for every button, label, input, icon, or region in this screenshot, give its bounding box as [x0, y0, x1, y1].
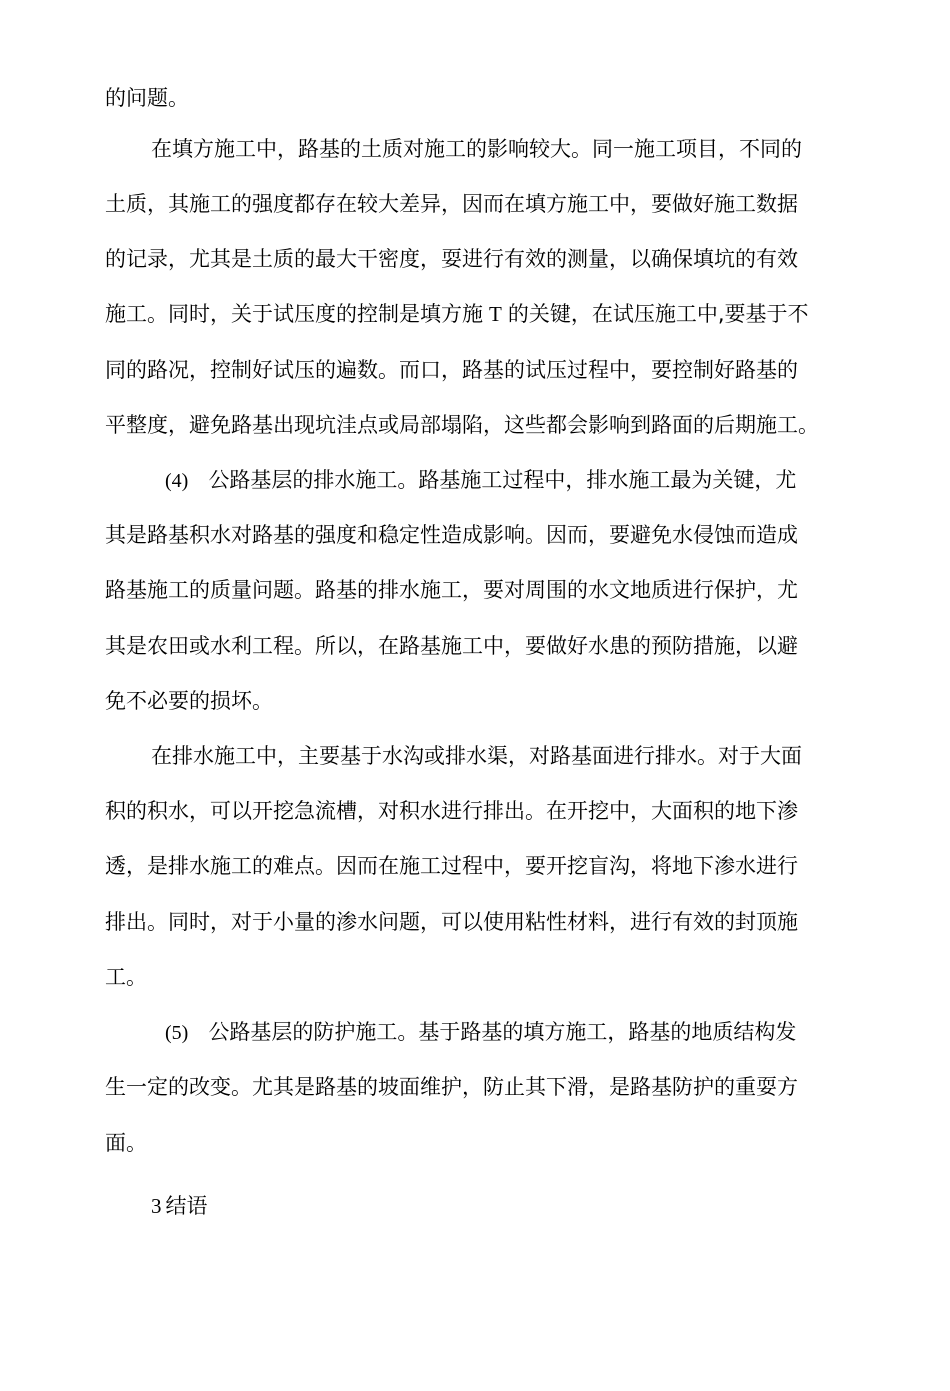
text-line: 其是农田或水利工程。所以，在路基施工中，要做好水患的预防措施，以避: [105, 634, 798, 658]
text-line: 的问题。: [105, 86, 189, 110]
item-number: (4): [165, 470, 189, 492]
text-segment: 公路基层的排水施工。路基施工过程中，排水施工最为关键，尤: [208, 468, 797, 492]
text-line: 同的路况，控制好试压的遍数。而口，路基的试压过程中，要控制好路基的: [105, 358, 798, 382]
text-line: 免不必要的损坏。: [105, 689, 273, 713]
paragraph-first-line: 在填方施工中，路基的土质对施工的影响较大。同一施工项目，不同的: [151, 137, 802, 161]
text-line: 路基施工的质量问题。路基的排水施工，要对周围的水文地质进行保护，尤: [105, 578, 798, 602]
section-heading: [151, 1192, 208, 1220]
text-line: 排出。同时，对于小量的渗水问题，可以使用粘性材料，进行有效的封顶施: [105, 910, 798, 934]
section-number: 3: [151, 1194, 162, 1218]
text-line: 工。: [105, 965, 147, 989]
section-title: 结语: [165, 1194, 208, 1218]
text-line: 积的积水，可以开挖急流槽，对积水进行排出。在开挖中，大面积的地下渗: [105, 799, 798, 823]
text-line: 的记录，尤其是土质的最大干密度，耍进行有效的测量，以确保填坑的有效: [105, 247, 798, 271]
text-line: 平整度，避免路基出现坑洼点或局部塌陷，这些都会影响到路面的后期施工。: [105, 413, 819, 437]
text-line: 透，是排水施工的难点。因而在施工过程中，要开挖盲沟，将地下渗水进行: [105, 854, 798, 878]
text-line: 生一定的改变。尤其是路基的坡面维护，防止其下滑，是路基防护的重耍方: [105, 1075, 798, 1099]
numbered-paragraph-line: [165, 1018, 796, 1047]
numbered-paragraph-line: [165, 466, 796, 495]
text-line: 土质，其施工的强度都存在较大差异，因而在填方施工中，要做好施工数据: [105, 192, 798, 216]
text-line: [105, 300, 809, 328]
text-segment: 施工。同时，关于试压度的控制是填方施: [105, 302, 483, 326]
text-segment: T: [489, 302, 502, 326]
text-line: 面。: [105, 1131, 147, 1155]
text-line: 其是路基积水对路基的强度和稳定性造成影响。因而，要避免水侵蚀而造成: [105, 523, 798, 547]
text-segment: 的关键，在试压施工中,要基于不: [507, 302, 809, 326]
text-segment: 公路基层的防护施工。基于路基的填方施工，路基的地质结构发: [208, 1020, 797, 1044]
paragraph-first-line: 在排水施工中，主要基于水沟或排水渠，对路基面进行排水。对于大面: [151, 744, 802, 768]
item-number: (5): [165, 1022, 189, 1044]
